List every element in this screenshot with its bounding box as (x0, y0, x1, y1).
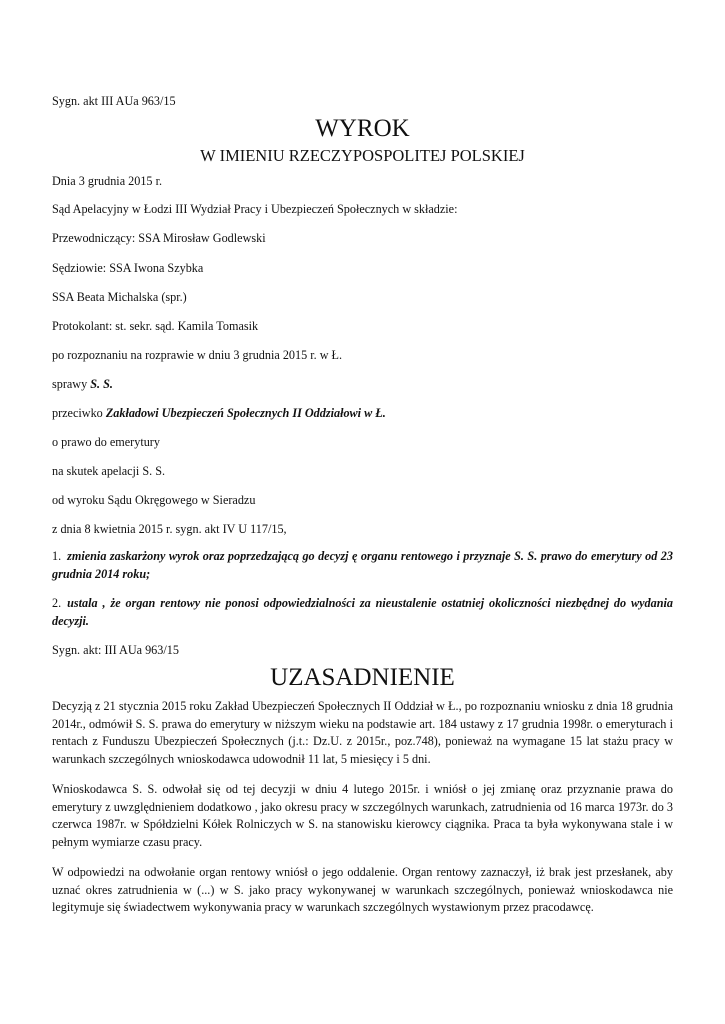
court-composition: Sąd Apelacyjny w Łodzi III Wydział Pracy i Ubezpieczeń Społecznych w składzie: (52, 202, 458, 216)
court-clerk: Protokolant: st. sekr. sąd. Kamila Tomasik (52, 319, 259, 333)
ruling-number: 1. (52, 549, 62, 563)
against-party: Zakładowi Ubezpieczeń Społecznych II Oddziałowi w Ł. (105, 406, 386, 420)
judges: Sędziowie: SSA Iwona Szybka (52, 261, 204, 275)
ruling-text: ustala , że organ rentowy nie ponosi odpowiedzialności za nieustalenie ostatniej okoliczności niezbędnej do wydania decyzji. (52, 596, 673, 628)
justification-paragraph: Decyzją z 21 stycznia 2015 roku Zakład Ubezpieczeń Społecznych II Oddział w Ł., po rozpoznaniu wniosku z dnia 18 grudnia 2014r., odmówił S. S. prawa do emerytury w niższym wieku na podstawie art. 184 ustawy z 17 grudnia 1998r. o emeryturach i rentach z Funduszu Ubezpieczeń Społecznych (j.t.: Dz.U. z 2015r., poz.748), ponieważ na wymagane 15 lat stażu pracy w warunkach szczególnych wnioskodawca udowodnił 11 lat, 5 miesięcy i 5 dni. (52, 699, 673, 766)
signature-top: Sygn. akt III AUa 963/15 (52, 94, 176, 108)
case-line (52, 375, 113, 393)
justification-paragraph: W odpowiedzi na odwołanie organ rentowy wniósł o jego oddalenie. Organ rentowy zaznaczył, iż brak jest przesłanek, aby uznać okres zatrudnienia w (...) w S. jako pracy wykonywanej w warunkach szczególnych, ponieważ wnioskodawca nie legitymuje się świadectwem wykonywania pracy w warunkach szczególnych wystawionym przez pracodawcę. (52, 865, 673, 915)
ruling-text: zmienia zaskarżony wyrok oraz poprzedzającą go decyzj ę organu rentowego i przyznaje S. S. prawo do emerytury od 23 grudnia 2014 roku; (52, 549, 673, 581)
against-line (52, 404, 386, 422)
hearing-info: po rozpoznaniu na rozprawie w dniu 3 grudnia 2015 r. w Ł. (52, 348, 343, 362)
lower-judgment-date: z dnia 8 kwietnia 2015 r. sygn. akt IV U 117/15, (52, 522, 287, 536)
case-prefix: sprawy (52, 377, 91, 391)
appeal-info: na skutek apelacji S. S. (52, 464, 166, 478)
case-party: S. S. (90, 377, 113, 391)
against-prefix: przeciwko (52, 406, 106, 420)
case-subject: o prawo do emerytury (52, 435, 160, 449)
reporting-judge: SSA Beata Michalska (spr.) (52, 290, 187, 304)
presiding-judge: Przewodniczący: SSA Mirosław Godlewski (52, 231, 266, 245)
justification-title: UZASADNIENIE (270, 664, 455, 691)
ruling-number: 2. (52, 596, 62, 610)
document-title: WYROK (315, 115, 410, 142)
ruling-item (52, 548, 673, 583)
justification-signature: Sygn. akt: III AUa 963/15 (52, 643, 179, 657)
lower-court-judgment: od wyroku Sądu Okręgowego w Sieradzu (52, 493, 256, 507)
justification-paragraph: Wnioskodawca S. S. odwołał się od tej decyzji w dniu 4 lutego 2015r. i wniósł o jej zmianę oraz przyznanie prawa do emerytury z uwzględnieniem dodatkowo , jako okresu pracy w szczególnych warunkach, zatrudnienia od 16 marca 1973r. do 3 czerwca 1987r. w Spółdzielni Kółek Rolniczych w S. na stanowisku kierowcy ciągnika. Praca ta była wykonywana stale i w pełnym wymiarze czasu pracy. (52, 782, 673, 849)
document-subtitle: W IMIENIU RZECZYPOSPOLITEJ POLSKIEJ (200, 146, 525, 165)
ruling-item (52, 595, 673, 630)
judgment-date: Dnia 3 grudnia 2015 r. (52, 174, 163, 188)
